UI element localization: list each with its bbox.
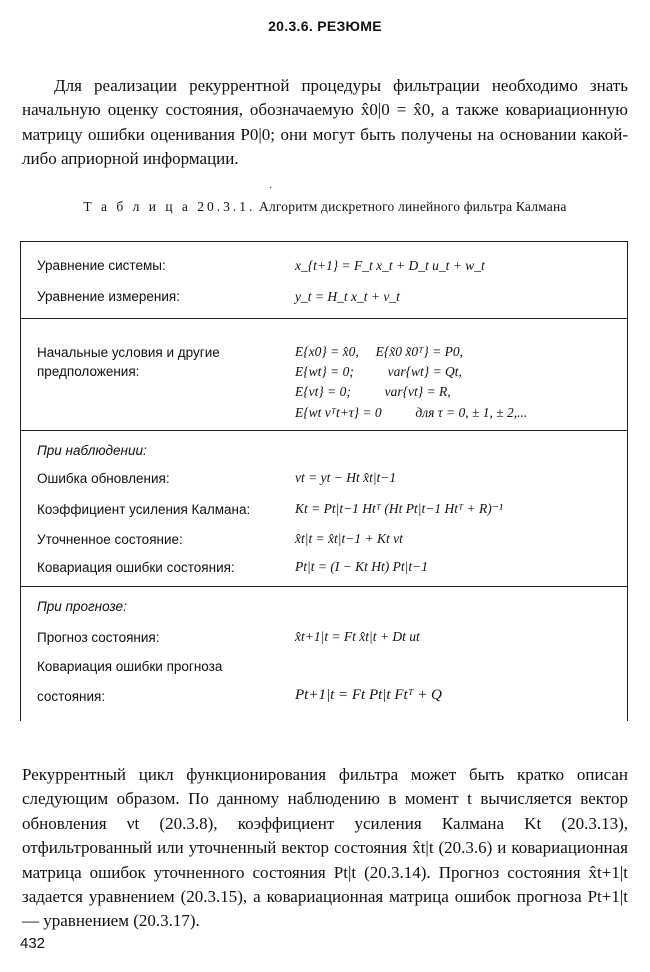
- table-caption-prefix: Т а б л и ц а 20.3.1.: [83, 199, 256, 214]
- innovation-formula: νt = yt − Ht x̂t|t−1: [295, 470, 397, 485]
- initial-formula-1: E{x0} = x̂0, E{x̃0 x̃0ᵀ} = P0,: [295, 344, 463, 359]
- table-caption-text: Алгоритм дискретного линейного фильтра Калмана: [259, 199, 567, 214]
- updated-state-formula: x̂t|t = x̂t|t−1 + Kt νt: [295, 531, 403, 546]
- measurement-equation-formula: y_t = H_t x_t + v_t: [295, 289, 400, 304]
- table-section-initial: [21, 318, 627, 431]
- kalman-filter-table: [20, 241, 628, 721]
- kalman-gain-formula: Kt = Pt|t−1 Htᵀ (Ht Pt|t−1 Htᵀ + R)⁻¹: [295, 501, 503, 516]
- section-heading: 20.3.6. РЕЗЮМЕ: [268, 18, 382, 34]
- kalman-gain-label: Коэффициент усиления Калмана:: [37, 502, 251, 517]
- system-equation-formula: x_{t+1} = F_t x_t + D_t u_t + w_t: [295, 258, 485, 273]
- stray-dot: ·: [269, 183, 273, 194]
- intro-paragraph: Для реализации рекуррентной процедуры фильтрации необходимо знать начальную оценку состояния, обозначаемую x̂0|0 = x̂0, а также ковариационную матрицу ошибки оценивания P0|0; они могут быть получены на основании какой-либо априорной информации.: [22, 76, 628, 169]
- state-covariance-label: Ковариация ошибки состояния:: [37, 560, 235, 575]
- initial-formula-2: E{wt} = 0; var{wt} = Qt,: [295, 364, 462, 379]
- measurement-equation-label: Уравнение измерения:: [37, 289, 180, 304]
- prediction-covariance-formula: Pt+1|t = Ft Pt|t Ftᵀ + Q: [295, 687, 442, 703]
- closing-paragraph: Рекуррентный цикл функционирования фильтра может быть кратко описан следующим образом. По данному наблюдению в момент t вычисляется вектор обновления νt (20.3.8), коэффициент усиления Калмана Kt (20.3.13), отфильтрованный или уточненный вектор состояния x̂t|t (20.3.6) и ковариационная матрица ошибок уточненного состояния Pt|t (20.3.14). Прогноз состояния x̂t+1|t задается уравнением (20.3.15), а ковариационная матрица ошибок прогноза Pt+1|t — уравнением (20.3.17).: [22, 765, 628, 931]
- table-section-model: [21, 242, 627, 318]
- state-prediction-formula: x̂t+1|t = Ft x̂t|t + Dt ut: [295, 629, 420, 644]
- prediction-title: При прогнозе:: [37, 599, 127, 614]
- table-caption: [0, 199, 650, 215]
- system-equation-label: Уравнение системы:: [37, 258, 166, 273]
- prediction-covariance-label-2: состояния:: [37, 689, 106, 704]
- initial-conditions-label-2: предположения:: [37, 364, 140, 379]
- initial-formula-4: E{wt vᵀt+τ} = 0 для τ = 0, ± 1, ± 2,...: [295, 405, 528, 420]
- state-covariance-formula: Pt|t = (I − Kt Ht) Pt|t−1: [295, 559, 428, 574]
- observation-title: При наблюдении:: [37, 443, 147, 458]
- prediction-covariance-label-1: Ковариация ошибки прогноза: [37, 659, 223, 674]
- initial-conditions-label-1: Начальные условия и другие: [37, 345, 220, 360]
- updated-state-label: Уточненное состояние:: [37, 532, 183, 547]
- state-prediction-label: Прогноз состояния:: [37, 630, 160, 645]
- table-section-prediction: [21, 586, 627, 723]
- page-number: 432: [20, 935, 46, 952]
- innovation-label: Ошибка обновления:: [37, 471, 170, 486]
- table-section-observation: [21, 430, 627, 587]
- initial-formula-3: E{vt} = 0; var{vt} = R,: [295, 384, 451, 399]
